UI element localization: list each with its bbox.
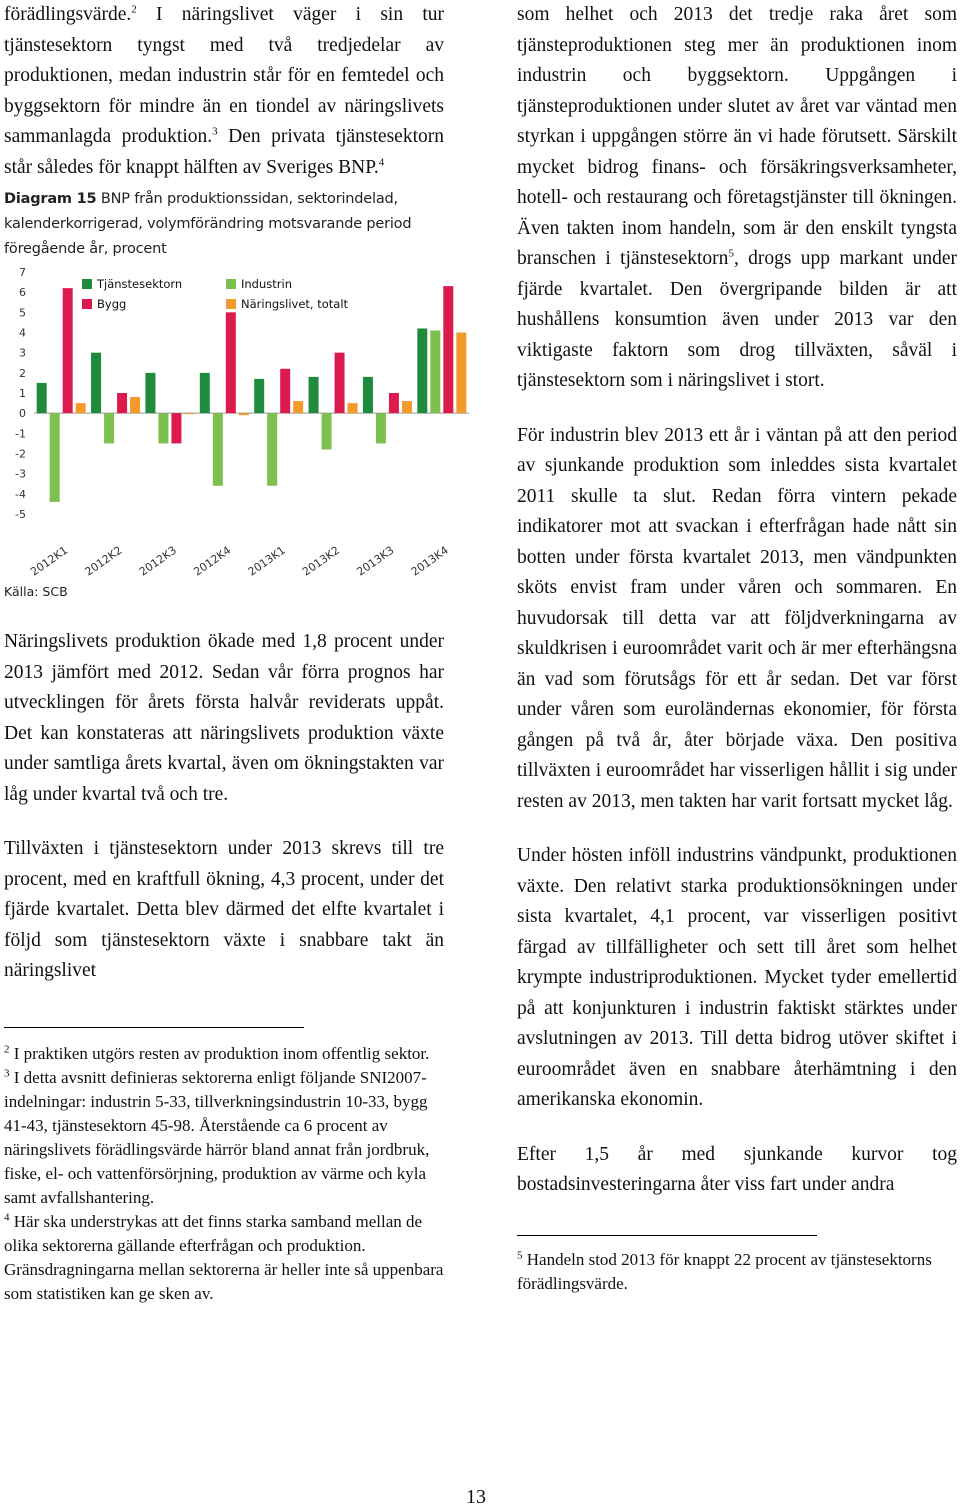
- legend-swatch: [82, 279, 92, 289]
- y-tick-label: -4: [15, 487, 26, 501]
- legend-label: Tjänstesektorn: [97, 277, 183, 291]
- page-number: 13: [466, 1486, 486, 1508]
- y-tick-label: 1: [19, 387, 26, 400]
- y-tick-label: 7: [19, 266, 26, 279]
- right-paragraph-3: Under hösten inföll industrins vändpunkt, produktionen växte. Den relativt starka produktionsökningen under sista kvartalet, 4,1 procent, var visserligen positivt färgad av tillfälligheter och sett till året som helhet krympte industriproduktionen. Mycket tyder emellertid på att konjunkturen i industrin faktiskt stärktes under avslutningen av 2013. Till detta bidrog utöver skiftet i euroområdet även en snabbare återhämtning i den amerikanska ekonomin.: [517, 845, 957, 1110]
- intro-text-1: förädlingsvärde.: [4, 4, 132, 25]
- x-tick-label: 2012K2: [82, 543, 125, 579]
- bar-n-ringslivet-totalt: [293, 401, 303, 413]
- footnote-number: 3: [4, 1066, 10, 1079]
- bar-industrin: [213, 413, 223, 486]
- intro-paragraph: [4, 0, 444, 183]
- left-column: [4, 0, 451, 1306]
- x-tick-label: 2013K3: [354, 543, 397, 579]
- bar-industrin: [267, 413, 277, 486]
- bar-industrin: [158, 413, 168, 443]
- y-tick-label: 4: [19, 326, 26, 340]
- footnote-divider-right: [517, 1235, 817, 1236]
- right-column: [517, 0, 957, 1296]
- y-tick-label: 6: [19, 286, 26, 300]
- x-tick-label: 2012K1: [28, 543, 71, 579]
- footnote-text: Här ska understrykas att det finns starka samband mellan de olika sektorerna gällande efterfrågan och produktion. Gränsdragningarna mellan sektorerna är heller inte så uppenbara som statistiken kan ge sken av.: [4, 1211, 444, 1303]
- bar-tj-nstesektorn: [254, 379, 264, 413]
- footnote-divider: [4, 1027, 304, 1028]
- legend-label: Bygg: [97, 297, 127, 311]
- bar-n-ringslivet-totalt: [239, 413, 249, 415]
- x-tick-label: 2012K3: [136, 543, 179, 579]
- footnote-number: 5: [517, 1248, 523, 1261]
- bar-tj-nstesektorn: [91, 353, 101, 414]
- right-paragraph-1a: som helhet och 2013 det tredje raka året som tjänsteproduktionen steg mer än produktionen inom industrin och byggsektorn. Uppgången i tjänsteproduktionen under slutet av året var väntad men styrkan i uppgången större än vi hade förutsett. Särskilt mycket bidrog finans- och försäkringsverksamheter, hotell- och restaurang och företagstjänster till ökningen. Även takten inom handeln, som är den enskilt tyngsta branschen i tjänstesektorn: [517, 4, 957, 269]
- legend-swatch: [226, 299, 236, 309]
- footnote-text: I detta avsnitt definieras sektorerna enligt följande SNI2007-indelningar: industrin 5-33, tillverkningsindustrin 10-33, bygg 41-43, tjänstesektorn 45-98. Återstående ca 6 procent av näringslivets förädlingsvärde härrör bland annat från jordbruk, fiske, el- och vattenförsörjning, produktion av värme och kyla samt avfallshantering.: [4, 1067, 430, 1207]
- legend-label: Näringslivet, totalt: [241, 297, 349, 311]
- bar-n-ringslivet-totalt: [76, 403, 86, 413]
- bar-bygg: [389, 393, 399, 413]
- footnote-ref-3[interactable]: 3: [212, 125, 218, 138]
- bar-bygg: [63, 288, 73, 413]
- footnote: [4, 1066, 444, 1210]
- bar-bygg: [171, 413, 181, 443]
- bar-industrin: [104, 413, 114, 443]
- bar-chart: [4, 264, 474, 594]
- diagram-caption: [4, 187, 444, 262]
- bar-bygg: [280, 369, 290, 413]
- bar-industrin: [376, 413, 386, 443]
- footnote: [4, 1210, 444, 1306]
- y-tick-label: 3: [19, 346, 26, 360]
- footnote-5: [517, 1248, 957, 1296]
- y-tick-label: 5: [19, 306, 26, 320]
- footnote-ref-4[interactable]: 4: [378, 156, 385, 168]
- bar-bygg: [117, 393, 127, 413]
- footnote-number: 4: [4, 1210, 10, 1223]
- chart-svg: [4, 264, 474, 594]
- chart-source: Källa: SCB: [4, 584, 68, 599]
- legend-label: Industrin: [241, 277, 292, 291]
- y-tick-label: -5: [15, 508, 26, 521]
- y-tick-label: 0: [19, 407, 26, 421]
- intro-text-3: Den privata tjänstesektorn står således för knappt hälften av Sveriges BNP.: [4, 126, 444, 178]
- bar-industrin: [50, 413, 60, 502]
- bar-tj-nstesektorn: [363, 377, 373, 413]
- y-tick-label: 2: [19, 366, 26, 380]
- right-paragraph-1: [517, 0, 957, 397]
- x-tick-label: 2013K1: [245, 543, 288, 579]
- x-tick-label: 2013K2: [300, 543, 343, 579]
- footnote-ref-2[interactable]: 2: [131, 3, 137, 16]
- legend-swatch: [226, 279, 236, 289]
- bar-industrin: [322, 413, 332, 449]
- bar-n-ringslivet-totalt: [402, 401, 412, 413]
- right-paragraph-2: För industrin blev 2013 ett år i väntan på att den period av sjunkande produktion som inleddes sista kvartalet 2011 skulle ta slut. Redan förra vintern pekade indikatorer mot att svackan i efterfrågan hade nått sin botten under första kvartalet 2013, men vändpunkten sköts envist fram under våren och sommaren. En huvudorsak till detta var att följdverkningarna av skuldkrisen i euroområdet varit och är mer efterhängsna än vad som förutsågs för ett år sedan. Det var först under våren som euroländernas ekonomier, för första gången på två år, åter började växa. Den positiva tillväxten i euroområdet har visserligen hållit i sig under resten av 2013, men takten har varit fortsatt mycket låg.: [517, 424, 957, 812]
- bar-tj-nstesektorn: [200, 373, 210, 413]
- bar-bygg: [335, 353, 345, 414]
- bar-n-ringslivet-totalt: [184, 413, 194, 414]
- legend-swatch: [82, 299, 92, 309]
- bar-n-ringslivet-totalt: [130, 397, 140, 413]
- bar-tj-nstesektorn: [417, 328, 427, 413]
- right-paragraph-4: Efter 1,5 år med sjunkande kurvor tog bostadsinvesteringarna åter viss fart under andra: [517, 1143, 957, 1195]
- footnote-text: Handeln stod 2013 för knappt 22 procent av tjänstesektorns förädlingsvärde.: [517, 1249, 932, 1293]
- left-paragraph-1: Näringslivets produktion ökade med 1,8 procent under 2013 jämfört med 2012. Sedan vår förra prognos har utvecklingen för årets första halvår reviderats uppåt. Det kan konstateras att näringslivets produktion växte under samtliga årets kvartal, även om ökningstakten var låg under kvartal två och tre.: [4, 631, 444, 805]
- bar-n-ringslivet-totalt: [456, 333, 466, 414]
- bar-bygg: [443, 286, 453, 413]
- x-tick-label: 2012K4: [191, 543, 234, 579]
- left-paragraph-2: Tillväxten i tjänstesektorn under 2013 skrevs till tre procent, med en kraftfull ökning, 4,3 procent, under det fjärde kvartalet. Detta blev därmed det elfte kvartalet i följd som tjänstesektorn växte i snabbare takt än näringslivet: [4, 838, 444, 981]
- left-footnotes: [4, 1042, 444, 1306]
- bar-bygg: [226, 312, 236, 413]
- bar-tj-nstesektorn: [145, 373, 155, 413]
- bar-industrin: [430, 330, 440, 413]
- y-tick-label: -1: [15, 427, 26, 441]
- bar-tj-nstesektorn: [37, 383, 47, 413]
- diagram-label: Diagram 15: [4, 191, 97, 207]
- intro-text-2: I näringslivet väger i sin tur tjänstesektorn tyngst med två tredjedelar av produktionen, medan industrin står för en femtedel och byggsektorn för mindre än en tiondel av näringslivets sammanlagda produktion.: [4, 4, 444, 147]
- footnote-ref-5[interactable]: 5: [728, 247, 734, 260]
- y-tick-label: -2: [15, 447, 26, 461]
- footnote-number: 2: [4, 1042, 10, 1055]
- x-tick-label: 2013K4: [408, 543, 451, 579]
- diagram-caption-text: BNP från produktionssidan, sektorindelad, kalenderkorrigerad, volymförändring motsvarande period föregående år, procent: [4, 191, 412, 257]
- y-tick-label: -3: [15, 467, 26, 481]
- footnote-text: I praktiken utgörs resten av produktion inom offentlig sektor.: [9, 1043, 430, 1063]
- footnote: [4, 1042, 444, 1066]
- bar-n-ringslivet-totalt: [348, 403, 358, 413]
- bar-tj-nstesektorn: [309, 377, 319, 413]
- right-paragraph-1b: , drogs upp markant under fjärde kvartalet. Den övergripande bilden är att hushållens konsumtion även under 2013 var den viktigaste faktorn som drog tillväxten, såväl i tjänstesektorn som i näringslivet i stort.: [517, 248, 957, 391]
